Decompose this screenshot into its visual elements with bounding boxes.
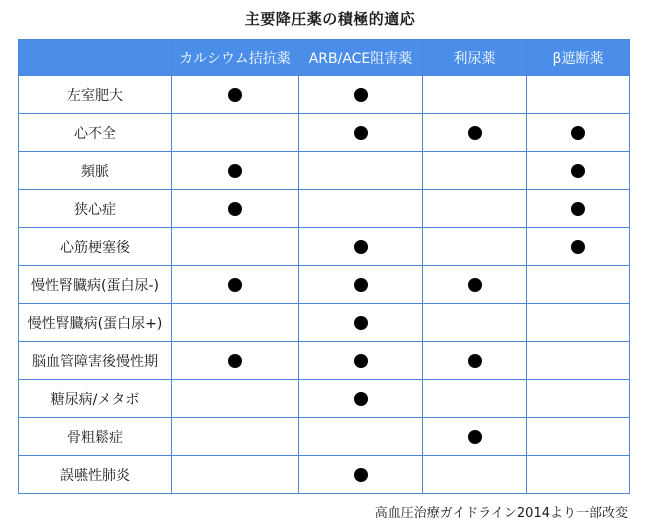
table-row [19, 114, 630, 152]
indication-dot-icon [468, 278, 482, 292]
indication-dot-icon [468, 354, 482, 368]
indication-dot-icon [354, 278, 368, 292]
row-label: 慢性腎臓病(蛋白尿-) [19, 266, 172, 304]
row-label: 骨粗鬆症 [19, 418, 172, 456]
indication-dot-icon [228, 278, 242, 292]
indication-dot-icon [354, 392, 368, 406]
indication-cell [299, 190, 423, 228]
row-label: 糖尿病/メタボ [19, 380, 172, 418]
indication-cell [527, 152, 630, 190]
table-row [19, 342, 630, 380]
indication-dot-icon [228, 354, 242, 368]
indication-cell [527, 456, 630, 494]
header-corner-cell [19, 40, 172, 76]
source-note: 高血圧治療ガイドライン2014より一部改変 [374, 506, 628, 521]
table-row [19, 190, 630, 228]
indication-cell [527, 190, 630, 228]
indication-cell [423, 380, 527, 418]
indication-cell [527, 114, 630, 152]
indication-cell [527, 266, 630, 304]
indication-dot-icon [228, 164, 242, 178]
indication-cell [299, 76, 423, 114]
indication-cell [423, 456, 527, 494]
indication-cell [423, 190, 527, 228]
indication-cell [527, 342, 630, 380]
column-header-calcium-antagonist: カルシウム拮抗薬 [172, 40, 299, 76]
indication-cell [172, 76, 299, 114]
indication-cell [423, 418, 527, 456]
indication-cell [299, 456, 423, 494]
indication-cell [299, 228, 423, 266]
indication-dot-icon [354, 354, 368, 368]
indication-cell [299, 152, 423, 190]
column-header-diuretic: 利尿薬 [423, 40, 527, 76]
table-row [19, 152, 630, 190]
indication-cell [423, 228, 527, 266]
header-row [19, 40, 630, 76]
indication-cell [527, 304, 630, 342]
table-row [19, 418, 630, 456]
indication-dot-icon [354, 468, 368, 482]
indication-cell [172, 228, 299, 266]
indication-dot-icon [571, 240, 585, 254]
row-label: 心不全 [19, 114, 172, 152]
indication-dot-icon [571, 202, 585, 216]
indication-cell [423, 114, 527, 152]
table-row [19, 228, 630, 266]
indication-cell [423, 76, 527, 114]
row-label: 脳血管障害後慢性期 [19, 342, 172, 380]
indication-cell [299, 380, 423, 418]
indication-dot-icon [354, 126, 368, 140]
indication-cell [299, 304, 423, 342]
indication-dot-icon [354, 88, 368, 102]
indication-cell [299, 114, 423, 152]
indication-cell [172, 380, 299, 418]
row-label: 左室肥大 [19, 76, 172, 114]
indication-dot-icon [468, 126, 482, 140]
indication-cell [172, 266, 299, 304]
indication-cell [172, 190, 299, 228]
indication-cell [423, 266, 527, 304]
indication-cell [172, 456, 299, 494]
indication-dot-icon [354, 316, 368, 330]
indication-cell [172, 152, 299, 190]
indication-cell [527, 228, 630, 266]
indication-cell [527, 76, 630, 114]
indication-cell [423, 152, 527, 190]
indication-cell [423, 304, 527, 342]
indication-cell [527, 380, 630, 418]
table-row [19, 266, 630, 304]
indication-cell [299, 342, 423, 380]
table-row [19, 380, 630, 418]
indication-cell [172, 304, 299, 342]
table-row [19, 304, 630, 342]
table-body [19, 76, 630, 494]
row-label: 狭心症 [19, 190, 172, 228]
indication-cell [172, 418, 299, 456]
indication-cell [299, 266, 423, 304]
indication-cell [527, 418, 630, 456]
table-title: 主要降圧薬の積極的適応 [244, 10, 416, 28]
indication-dot-icon [354, 240, 368, 254]
indication-cell [299, 418, 423, 456]
indication-dot-icon [571, 126, 585, 140]
indication-cell [423, 342, 527, 380]
indication-dot-icon [228, 202, 242, 216]
indication-dot-icon [468, 430, 482, 444]
row-label: 心筋梗塞後 [19, 228, 172, 266]
indication-cell [172, 342, 299, 380]
column-header-arb-ace: ARB/ACE阻害薬 [299, 40, 423, 76]
row-label: 慢性腎臓病(蛋白尿+) [19, 304, 172, 342]
column-header-beta-blocker: β遮断薬 [527, 40, 630, 76]
table-row [19, 456, 630, 494]
row-label: 誤嚥性肺炎 [19, 456, 172, 494]
indication-dot-icon [571, 164, 585, 178]
indication-table [18, 39, 630, 494]
row-label: 頻脈 [19, 152, 172, 190]
table-row [19, 76, 630, 114]
indication-dot-icon [228, 88, 242, 102]
indication-cell [172, 114, 299, 152]
